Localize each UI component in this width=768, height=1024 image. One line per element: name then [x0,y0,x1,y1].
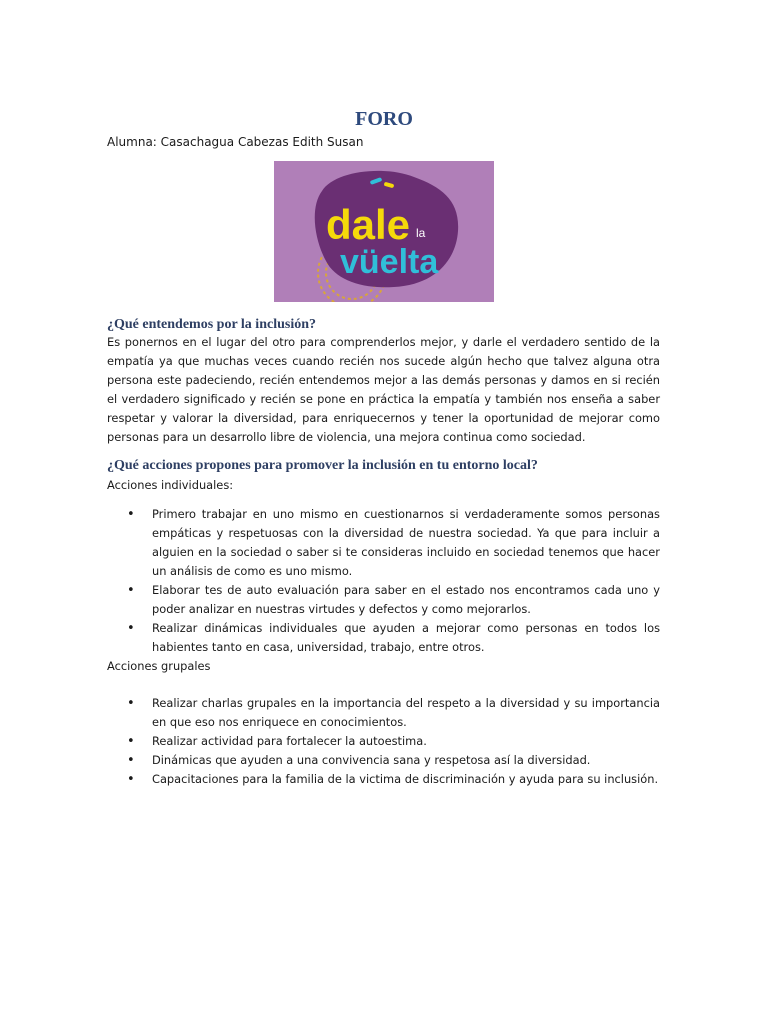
list-item [127,505,660,581]
logo-word-vuelta: vüelta [340,243,439,281]
list-item-text: Primero trabajar en uno mismo en cuestionarnos si verdaderamente somos personas empáticas y respetuosas con la diversidad de nuestra sociedad. Ya que para incluir a alguien en la sociedad o saber si te consideras incluido en sociedad tenemos que hacer un análisis de como es uno mismo. [152,507,660,578]
bullet-icon: • [127,772,135,787]
logo-word-la: la [416,226,426,240]
list-item-text: Dinámicas que ayuden a una convivencia sana y respetosa así la diversidad. [152,753,591,767]
individual-actions-list [127,505,660,657]
bullet-icon: • [127,696,135,711]
list-item [127,770,660,789]
question-actions-heading: ¿Qué acciones propones para promover la inclusión en tu entorno local? [107,458,538,473]
group-actions-list [127,694,660,789]
list-item-text: Realizar actividad para fortalecer la autoestima. [152,734,427,748]
student-name: Alumna: Casachagua Cabezas Edith Susan [107,135,364,149]
bullet-icon: • [127,583,135,598]
list-item [127,581,660,619]
list-item [127,751,660,770]
individual-actions-label: Acciones individuales: [107,478,234,492]
list-item [127,619,660,657]
question-inclusion-heading: ¿Qué entendemos por la inclusión? [107,317,316,332]
document-title: FORO [355,108,413,130]
list-item [127,694,660,732]
bullet-icon: • [127,734,135,749]
inclusion-answer-paragraph: Es ponernos en el lugar del otro para comprenderlos mejor, y darle el verdadero sentido de la empatía ya que muchas veces cuando recién nos sucede algún hecho que talvez alguna otra persona este padeciendo, recién entendemos mejor a las demás personas y damos en si recién el verdadero significado y recién se pone en práctica la empatía y también nos enseña a saber respetar y valorar la diversidad, para enriquecernos y tener la oportunidad de mejorar como personas para un desarrollo libre de violencia, una mejora continua como sociedad. [107,335,660,444]
list-item-text: Realizar charlas grupales en la importancia del respeto a la diversidad y su importancia en que eso nos enriquece en conocimientos. [152,696,660,729]
list-item-text: Capacitaciones para la familia de la victima de discriminación y ayuda para su inclusión. [152,772,659,786]
group-actions-label: Acciones grupales [107,659,211,673]
bullet-icon: • [127,753,135,768]
list-item-text: Elaborar tes de auto evaluación para saber en el estado nos encontramos cada uno y poder analizar en nuestras virtudes y defectos y como mejorarlos. [152,583,660,616]
list-item [127,732,660,751]
logo-word-dale: dale [326,201,411,248]
list-item-text: Realizar dinámicas individuales que ayuden a mejorar como personas en todos los habientes tanto en casa, universidad, trabajo, entre otros. [152,621,660,654]
dale-la-vuelta-logo [274,161,494,302]
bullet-icon: • [127,621,135,636]
bullet-icon: • [127,507,135,522]
